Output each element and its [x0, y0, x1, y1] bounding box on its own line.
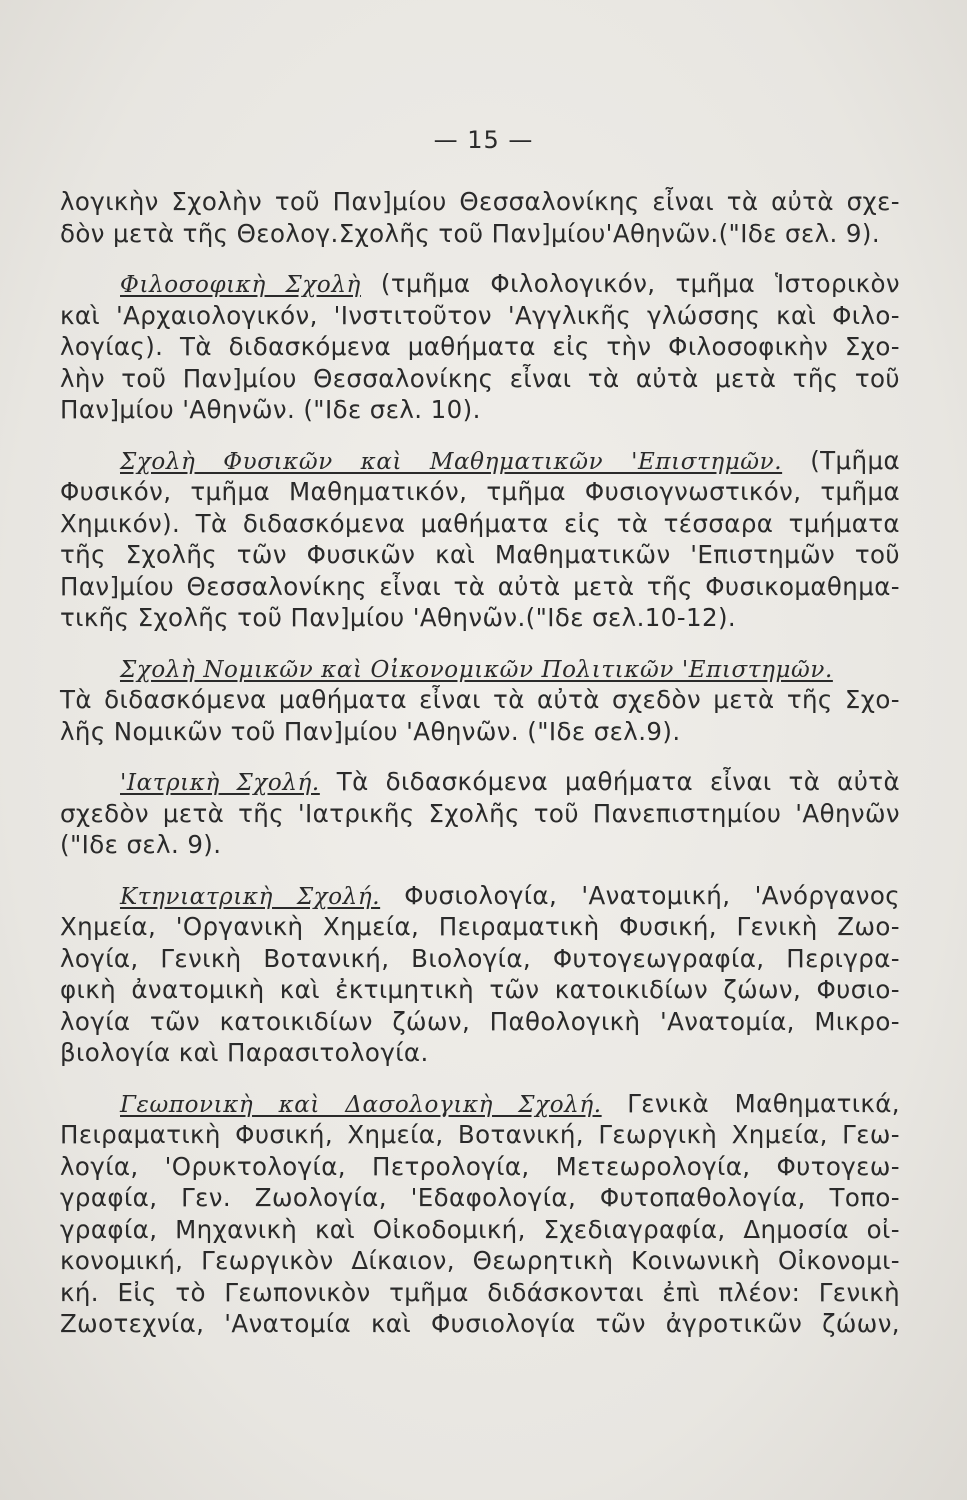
- paragraph-medicine: [60, 766, 900, 861]
- paragraph-physics-mathematics: [60, 445, 900, 634]
- text-line: κονομική, Γεωργικὸν Δίκαιον, Θεωρητικὴ Κοινωνικὴ Οἰκονομι-: [60, 1246, 900, 1275]
- text-line: λογία, Γενικὴ Βοτανική, Βιολογία, Φυτογεωγραφία, Περιγρα-: [60, 943, 900, 973]
- text-run: Τὰ διδασκόμενα μαθήματα εἶναι τὰ αὐτὰ: [319, 767, 900, 796]
- text-line: λογίας). Τὰ διδασκόμενα μαθήματα εἰς τὴν Φιλοσοφικὴν Σχο-: [60, 332, 900, 361]
- paragraph-theology-continuation: [60, 186, 900, 249]
- text-line: λῆς Νομικῶν τοῦ Παν]μίου 'Αθηνῶν. ("Ιδε σελ.9).: [60, 716, 681, 746]
- paragraph-veterinary: [60, 880, 900, 1069]
- section-heading: Γεωπονικὴ καὶ Δασολογικὴ Σχολή.: [120, 1091, 602, 1118]
- text-line: τικῆς Σχολῆς τοῦ Παν]μίου 'Αθηνῶν.("Ιδε σελ.10-12).: [60, 603, 737, 632]
- text-line: [60, 653, 900, 685]
- text-line: Χημεία, 'Οργανικὴ Χημεία, Πειραματικὴ Φυσική, Γενικὴ Ζωο-: [60, 912, 900, 941]
- text-line: Τὰ διδασκόμενα μαθήματα εἶναι τὰ αὐτὰ σχεδὸν μετὰ τῆς Σχο-: [60, 685, 900, 714]
- text-line: Φυσικόν, τμῆμα Μαθηματικόν, τμῆμα Φυσιογνωστικόν, τμῆμα: [60, 477, 900, 506]
- paragraph-law-economics: [60, 653, 900, 748]
- text-line: καὶ 'Αρχαιολογικόν, 'Ινστιτοῦτον 'Αγγλικῆς γλώσσης καὶ Φιλο-: [60, 300, 900, 330]
- text-line: Παν]μίου Θεσσαλονίκης εἶναι τὰ αὐτὰ μετὰ τῆς Φυσικομαθημα-: [60, 571, 900, 601]
- text-line: κή. Εἰς τὸ Γεωπονικὸν τμῆμα διδάσκονται ἐπὶ πλέον: Γενικὴ: [60, 1277, 900, 1307]
- text-line: Ζωοτεχνία, 'Ανατομία καὶ Φυσιολογία τῶν ἀγροτικῶν ζώων,: [60, 1309, 900, 1338]
- page-body: [60, 186, 900, 1340]
- text-line: σχεδὸν μετὰ τῆς 'Ιατρικῆς Σχολῆς τοῦ Πανεπιστημίου 'Αθηνῶν: [60, 798, 900, 828]
- text-line: [60, 880, 900, 912]
- text-line: [60, 766, 900, 798]
- text-line: ("Ιδε σελ. 9).: [60, 830, 222, 859]
- text-line: γραφία, Μηχανικὴ καὶ Οἰκοδομική, Σχεδιαγραφία, Δημοσία οἰ-: [60, 1214, 900, 1244]
- text-line: τῆς Σχολῆς τῶν Φυσικῶν καὶ Μαθηματικῶν 'Επιστημῶν τοῦ: [60, 540, 900, 569]
- text-line: Πειραματικὴ Φυσική, Χημεία, Βοτανική, Γεωργικὴ Χημεία, Γεω-: [60, 1120, 900, 1149]
- paragraph-philosophy: [60, 268, 900, 426]
- paragraph-agriculture-forestry: [60, 1088, 900, 1340]
- text-line: γραφία, Γεν. Ζωολογία, 'Εδαφολογία, Φυτοπαθολογία, Τοπο-: [60, 1183, 900, 1212]
- section-heading: Σχολὴ Νομικῶν καὶ Οἰκονομικῶν Πολιτικῶν 'Επιστημῶν.: [120, 656, 833, 683]
- text-line: φικὴ ἀνατομικὴ καὶ ἐκτιμητικὴ τῶν κατοικιδίων ζώων, Φυσιο-: [60, 975, 900, 1004]
- section-heading: 'Ιατρικὴ Σχολή.: [120, 770, 320, 796]
- text-line: λογικὴν Σχολὴν τοῦ Παν]μίου Θεσσαλονίκης εἶναι τὰ αὐτὰ σχε-: [60, 187, 900, 216]
- section-heading: Σχολὴ Φυσικῶν καὶ Μαθηματικῶν 'Επιστημῶν.: [120, 448, 783, 475]
- text-line: Χημικόν). Τὰ διδασκόμενα μαθήματα εἰς τὰ τέσσαρα τμήματα: [60, 508, 900, 538]
- text-line: βιολογία καὶ Παρασιτολογία.: [60, 1038, 429, 1067]
- page-number: — 15 —: [433, 126, 534, 154]
- text-run: Φυσιολογία, 'Ανατομική, 'Ανόργανος: [380, 880, 900, 910]
- text-line: δὸν μετὰ τῆς Θεολογ.Σχολῆς τοῦ Παν]μίου'Αθηνῶν.("Ιδε σελ. 9).: [60, 218, 881, 248]
- text-line: λὴν τοῦ Παν]μίου Θεσσαλονίκης εἶναι τὰ αὐτὰ μετὰ τῆς τοῦ: [60, 363, 900, 393]
- text-line: [60, 268, 900, 300]
- text-run: (Τμῆμα: [782, 445, 901, 475]
- text-line: [60, 1088, 900, 1120]
- text-run: Γενικὰ Μαθηματικά,: [601, 1088, 900, 1118]
- text-line: Παν]μίου 'Αθηνῶν. ("Ιδε σελ. 10).: [60, 395, 481, 424]
- text-line: λογία τῶν κατοικιδίων ζώων, Παθολογικὴ 'Ανατομία, Μικρο-: [60, 1006, 900, 1036]
- text-line: [60, 445, 900, 477]
- section-heading: Φιλοσοφικὴ Σχολὴ: [120, 272, 361, 298]
- text-line: λογία, 'Ορυκτολογία, Πετρολογία, Μετεωρολογία, Φυτογεω-: [60, 1151, 900, 1181]
- section-heading: Κτηνιατρικὴ Σχολή.: [120, 883, 381, 910]
- text-run: (τμῆμα Φιλολογικόν, τμῆμα Ἱστορικὸν: [360, 269, 900, 298]
